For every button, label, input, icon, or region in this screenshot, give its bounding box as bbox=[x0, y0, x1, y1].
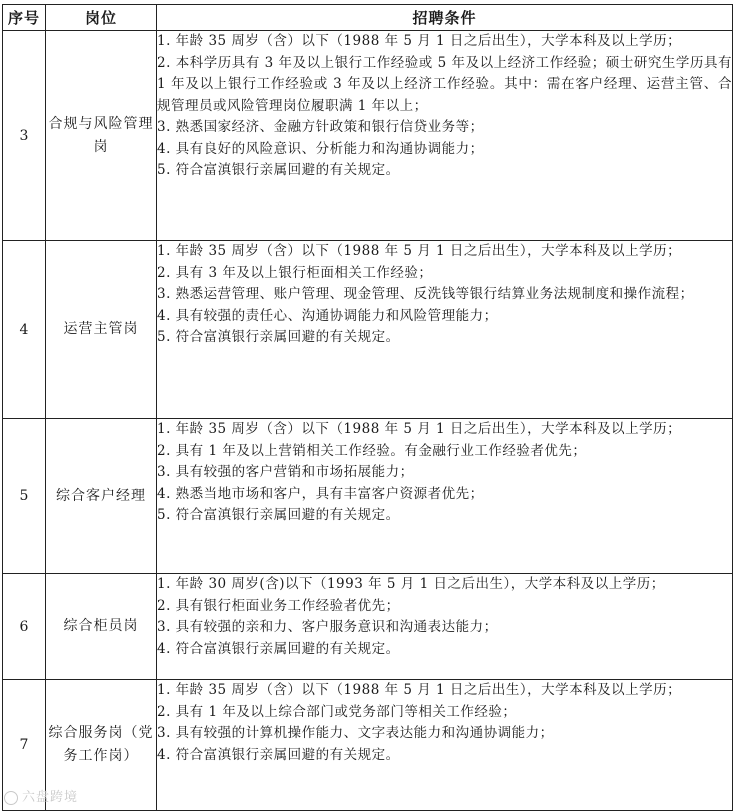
header-requirements: 招聘条件 bbox=[157, 5, 733, 31]
requirement-item: 4. 具有较强的责任心、沟通协调能力和风险管理能力； bbox=[157, 307, 498, 324]
row-requirements bbox=[157, 574, 733, 680]
row-position: 综合客户经理 bbox=[46, 419, 157, 574]
row-requirements bbox=[157, 31, 733, 241]
row-position: 综合柜员岗 bbox=[46, 574, 157, 680]
requirement-item: 2. 具有 1 年及以上营销相关工作经验。有金融行业工作经验者优先； bbox=[157, 442, 587, 459]
requirement-item: 3. 具有较强的计算机操作能力、文字表达能力和沟通协调能力； bbox=[157, 725, 554, 741]
logo-circle-icon bbox=[4, 791, 18, 805]
header-num: 序号 bbox=[3, 5, 46, 31]
table-row bbox=[3, 31, 733, 241]
requirement-item: 2. 具有 3 年及以上银行柜面相关工作经验； bbox=[157, 264, 433, 281]
row-num: 5 bbox=[3, 419, 46, 574]
row-num: 7 bbox=[3, 680, 46, 811]
requirement-item: 4. 熟悉当地市场和客户，具有丰富客户资源者优先； bbox=[157, 485, 484, 502]
requirement-item: 1. 年龄 35 周岁（含）以下（1988 年 5 月 1 日之后出生），大学本科及以上学历； bbox=[157, 243, 682, 259]
row-num: 3 bbox=[3, 31, 46, 241]
requirement-item: 2. 具有银行柜面业务工作经验者优先； bbox=[157, 597, 400, 614]
header-position: 岗位 bbox=[46, 5, 157, 31]
requirement-item: 1. 年龄 35 周岁（含）以下（1988 年 5 月 1 日之后出生），大学本科及以上学历； bbox=[157, 33, 682, 49]
table-row bbox=[3, 574, 733, 680]
row-requirements bbox=[157, 241, 733, 419]
requirement-item: 3. 熟悉国家经济、金融方针政策和银行信贷业务等； bbox=[157, 119, 484, 135]
row-position: 合规与风险管理岗 bbox=[46, 31, 157, 241]
requirement-item: 1. 年龄 35 周岁（含）以下（1988 年 5 月 1 日之后出生），大学本科及以上学历； bbox=[157, 421, 682, 437]
requirement-item: 3. 具有较强的亲和力、客户服务意识和沟通表达能力； bbox=[157, 619, 498, 635]
table-row bbox=[3, 241, 733, 419]
requirement-item: 2. 本科学历具有 3 年及以上银行工作经验或 5 年及以上经济工作经验；硕士研究生学历具有 1 年及以上银行工作经验或 3 年及以上经济工作经验。其中：需在客户经理、运营主管、合规管理员或风险管理岗位履职满 1 年以上； bbox=[157, 54, 732, 114]
watermark-text: 六盘跨境 bbox=[22, 790, 79, 805]
requirement-item: 2. 具有 1 年及以上综合部门或党务部门等相关工作经验； bbox=[157, 703, 517, 720]
row-requirements bbox=[157, 680, 733, 811]
row-num: 4 bbox=[3, 241, 46, 419]
requirement-item: 4. 符合富滇银行亲属回避的有关规定。 bbox=[157, 746, 400, 763]
requirement-item: 4. 符合富滇银行亲属回避的有关规定。 bbox=[157, 640, 400, 657]
requirement-item: 5. 符合富滇银行亲属回避的有关规定。 bbox=[157, 329, 400, 345]
table-row bbox=[3, 680, 733, 811]
requirement-item: 5. 符合富滇银行亲属回避的有关规定。 bbox=[157, 162, 400, 178]
requirement-item: 4. 具有良好的风险意识、分析能力和沟通协调能力； bbox=[157, 140, 484, 157]
requirement-item: 3. 熟悉运营管理、账户管理、现金管理、反洗钱等银行结算业务法规制度和操作流程； bbox=[157, 286, 694, 302]
row-num: 6 bbox=[3, 574, 46, 680]
row-position: 综合服务岗（党务工作岗） bbox=[46, 680, 157, 811]
recruitment-table bbox=[2, 4, 733, 811]
table-row bbox=[3, 419, 733, 574]
requirement-item: 5. 符合富滇银行亲属回避的有关规定。 bbox=[157, 507, 400, 523]
header-row bbox=[3, 5, 733, 31]
requirement-item: 1. 年龄 30 周岁(含)以下（1993 年 5 月 1 日之后出生），大学本科及以上学历； bbox=[157, 576, 665, 592]
row-position: 运营主管岗 bbox=[46, 241, 157, 419]
row-requirements bbox=[157, 419, 733, 574]
watermark bbox=[4, 786, 78, 805]
requirement-item: 1. 年龄 35 周岁（含）以下（1988 年 5 月 1 日之后出生），大学本科及以上学历； bbox=[157, 682, 682, 698]
requirement-item: 3. 具有较强的客户营销和市场拓展能力； bbox=[157, 464, 414, 480]
